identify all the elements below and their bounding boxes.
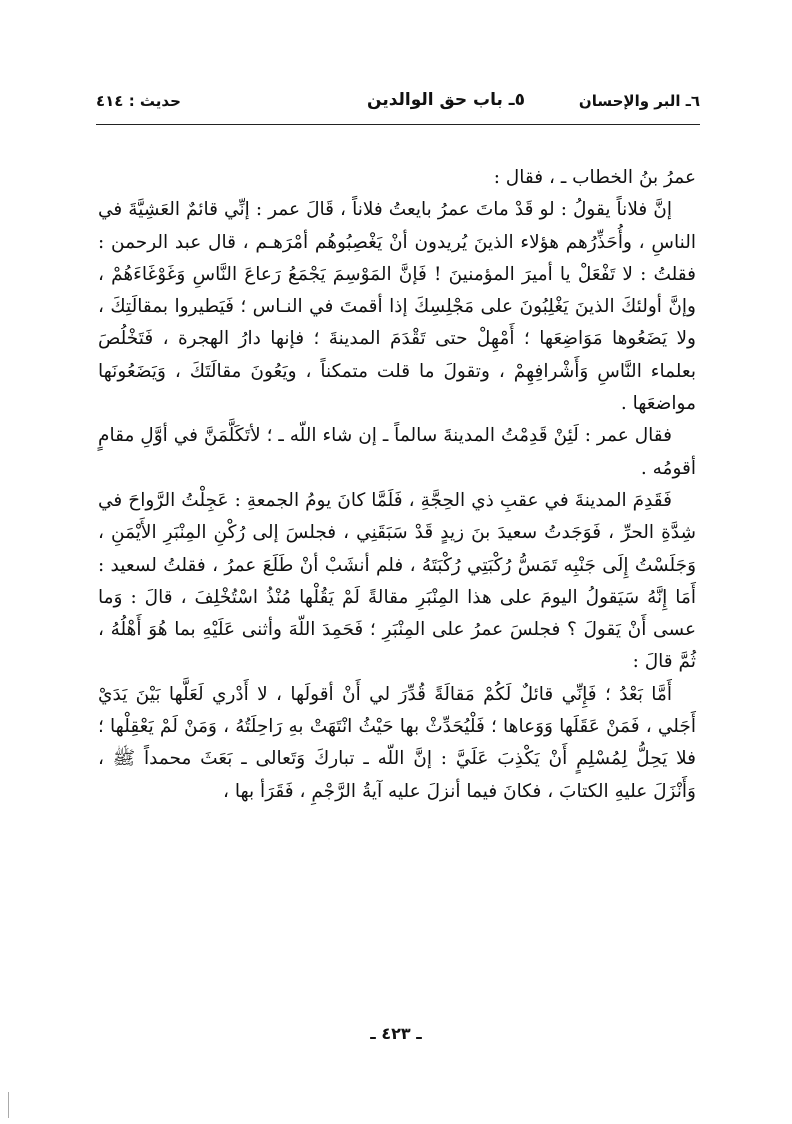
main-text (98, 162, 696, 808)
paragraph-5: أَمَّا بَعْدُ ؛ فَإِنِّي قائلٌ لَكُمْ مَقالَةً قُدِّرَ لي أَنْ أقولَها ، لا أَدْري لَعَلَّها بَيْنَ يَدَيْ أَجَلي ، فَمَنْ عَقَلَها وَوَعاها ؛ فَلْيُحَدِّثْ بها حَيْثُ انْتَهَتْ بهِ رَاحِلَتُهُ ، وَمَنْ لَمْ يَعْقِلْها ؛ فلا يَحِلُّ لِمُسْلِمٍ أَنْ يَكْذِبَ عَلَيَّ : إنَّ اللّه ـ تباركَ وَتَعالى ـ بَعَثَ محمداً ﷺ ، وَأَنْزَلَ عليهِ الكتابَ ، فكانَ فيما أنزلَ عليه آيةُ الرَّجْمِ ، فَقَرَأ بها ، (98, 683, 696, 802)
header-divider (96, 124, 700, 125)
paragraph-4: فَقَدِمَ المدينةَ في عقبِ ذي الحِجَّةِ ، فَلَمَّا كانَ يومُ الجمعةِ : عَجِلْتُ الرَّواحَ في شِدَّةِ الحرِّ ، فَوَجَدتُ سعيدَ بنَ زيدٍ قَدْ سَبَقَنِي ، فجلسَ إلى رُكْنِ المِنْبَرِ الأَيْمَنِ ، وَجَلَسْتُ إِلَى جَنْبِه تَمَسُّ رُكْبَتِي رُكْبَتَهُ ، فلم أنشَبْ أنْ طَلَعَ عمرُ ، فقلتُ لسعيد : أَمَا إِنَّهُ سَيَقولُ اليومَ على هذا المِنْبَرِ مقالةً لَمْ يَقُلْها مُنْذُ اسْتُخْلِفَ ، قالَ : وَما عسى أَنْ يَقولَ ؟ فجلسَ عمرُ على المِنْبَرِ ؛ فَحَمِدَ اللّهَ وأثنى عَلَيْهِ بما هُوَ أَهْلُهُ ، ثُمَّ قالَ : (98, 489, 696, 673)
scan-margin-line (8, 1092, 9, 1118)
paragraph-3: فقال عمر : لَئِنْ قَدِمْتُ المدينةَ سالماً ـ إن شاء اللّه ـ ؛ لأتَكَلَّمَنَّ في أوَّلِ مقامٍ أقومُه . (98, 425, 696, 479)
page-number: ـ ٤٢٣ ـ (370, 1024, 422, 1043)
hadith-number: حديث : ٤١٤ (96, 92, 181, 110)
section-title: ٥ـ باب حق الوالدين (367, 90, 525, 110)
paragraph-2: إنَّ فلاناً يقولُ : لو قَدْ ماتَ عمرُ بايعتُ فلاناً ، قَالَ عمر : إنِّي قائمٌ العَشِيَّةَ في الناسِ ، وأُحَذِّرُهم هؤلاء الذينَ يُريدون أنْ يَغْصِبُوهُم أمْرَهـم ، قال عبد الرحمن : فقلتُ : لا تَفْعَلْ يا أميرَ المؤمنينَ ! فَإنَّ المَوْسِمَ يَجْمَعُ رَعاعَ النَّاسِ وَغَوْغَاءَهُمْ ، وإنَّ أولئكَ الذينَ يَغْلِبُونَ على مَجْلِسِكَ إذا أقمتَ في النـاس ؛ فَيَطيروا بمقالَتِكَ ، ولا يَضَعُوها مَوَاضِعَها ؛ أَمْهِلْ حتى تَقْدَمَ المدينةَ ؛ فإنها دارُ الهجرة ، فَتَخْلُصَ بعلماء النَّاسِ وَأَشْرافِهِمْ ، وتقولَ ما قلت متمكناً ، ويَعُونَ مقالَتَكَ ، وَيَضَعُونَها مواضعَها . (98, 199, 696, 415)
chapter-title: ٦ـ البر والإحسان (578, 92, 700, 110)
running-header (96, 88, 700, 118)
paragraph-1: عمرُ بنُ الخطاب ـ ، فقال : (493, 167, 696, 188)
